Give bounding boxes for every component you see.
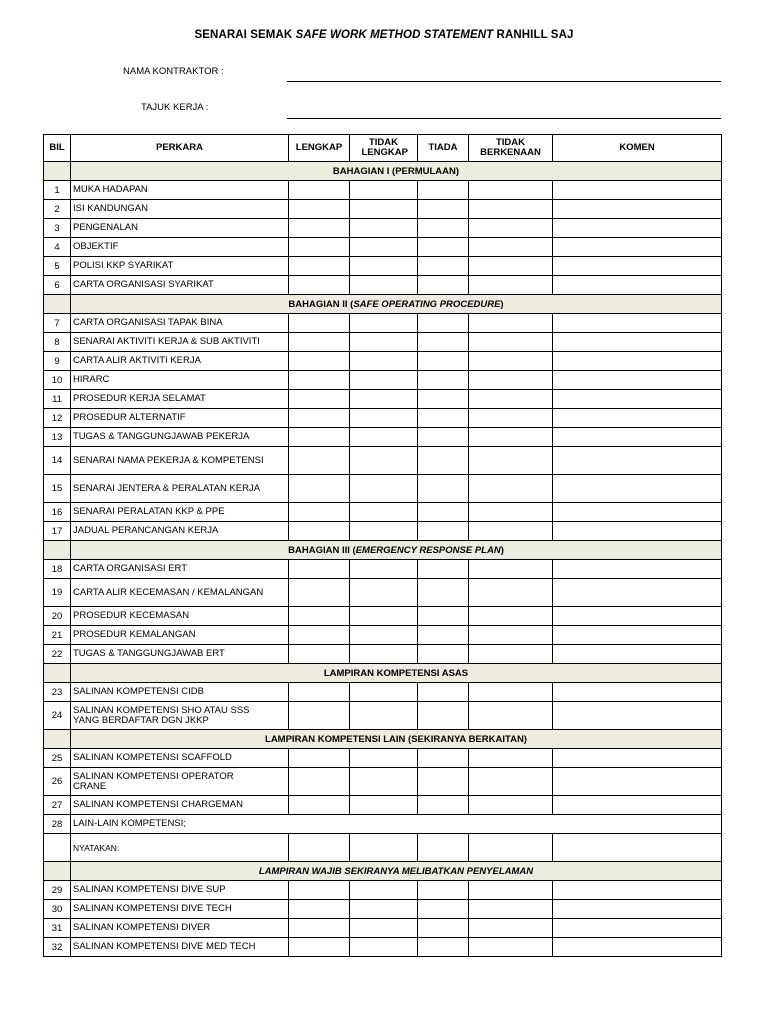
cell-tidak-berkenaan[interactable] [469, 447, 553, 475]
cell-komen[interactable] [553, 702, 722, 730]
cell-komen[interactable] [553, 314, 722, 333]
row-bil: 28 [44, 815, 71, 834]
cell-tidak-lengkap[interactable] [350, 645, 418, 664]
cell-tiada[interactable] [418, 749, 469, 768]
row-perkara: CARTA ALIR KECEMASAN / KEMALANGAN [71, 579, 289, 607]
row-bil: 7 [44, 314, 71, 333]
section-bil-cell [44, 664, 71, 683]
cell-tidak-berkenaan[interactable] [469, 238, 553, 257]
col-header-lengkap: LENGKAP [289, 135, 350, 162]
cell-komen[interactable] [553, 900, 722, 919]
table-row [44, 503, 722, 522]
cell-tidak-lengkap[interactable] [350, 768, 418, 796]
section-header-row [44, 862, 722, 881]
cell-komen[interactable] [553, 219, 722, 238]
row-bil: 18 [44, 560, 71, 579]
row-perkara: TUGAS & TANGGUNGJAWAB ERT [71, 645, 289, 664]
table-row [44, 475, 722, 503]
row-perkara: SALINAN KOMPETENSI OPERATOR CRANE [71, 768, 289, 796]
table-row [44, 522, 722, 541]
cell-tiada[interactable] [418, 702, 469, 730]
cell-komen[interactable] [553, 333, 722, 352]
cell-tiada[interactable] [418, 683, 469, 702]
cell-lengkap[interactable] [289, 409, 350, 428]
cell-tidak-lengkap[interactable] [350, 276, 418, 295]
cell-lengkap[interactable] [289, 257, 350, 276]
cell-lengkap[interactable] [289, 276, 350, 295]
cell-tidak-lengkap[interactable] [350, 938, 418, 957]
cell-tidak-berkenaan[interactable] [469, 219, 553, 238]
cell-tidak-berkenaan[interactable] [469, 796, 553, 815]
cell-tidak-berkenaan[interactable] [469, 257, 553, 276]
cell-tiada[interactable] [418, 428, 469, 447]
cell-lengkap[interactable] [289, 900, 350, 919]
row-bil: 30 [44, 900, 71, 919]
row-perkara: PROSEDUR KERJA SELAMAT [71, 390, 289, 409]
cell-tidak-berkenaan[interactable] [469, 314, 553, 333]
cell-tidak-berkenaan[interactable] [469, 390, 553, 409]
cell-tidak-berkenaan[interactable] [469, 352, 553, 371]
row-bil: 15 [44, 475, 71, 503]
cell-lengkap[interactable] [289, 607, 350, 626]
cell-tidak-berkenaan[interactable] [469, 503, 553, 522]
cell-tidak-lengkap[interactable] [350, 409, 418, 428]
cell-tidak-berkenaan[interactable] [469, 607, 553, 626]
table-row [44, 626, 722, 645]
cell-tidak-lengkap[interactable] [350, 390, 418, 409]
row-perkara: SALINAN KOMPETENSI SCAFFOLD [71, 749, 289, 768]
cell-tidak-lengkap[interactable] [350, 749, 418, 768]
table-row [44, 702, 722, 730]
cell-tidak-lengkap[interactable] [350, 238, 418, 257]
cell-tidak-berkenaan[interactable] [469, 683, 553, 702]
cell-tidak-lengkap[interactable] [350, 181, 418, 200]
row-bil: 29 [44, 881, 71, 900]
row-bil: 10 [44, 371, 71, 390]
cell-tidak-lengkap[interactable] [350, 447, 418, 475]
col-header-bil: BIL [44, 135, 71, 162]
cell-tidak-berkenaan[interactable] [469, 428, 553, 447]
table-row [44, 200, 722, 219]
cell-tiada[interactable] [418, 352, 469, 371]
cell-lengkap[interactable] [289, 626, 350, 645]
table-row [44, 352, 722, 371]
page-title: SENARAI SEMAK SAFE WORK METHOD STATEMENT RANHILL SAJ [194, 29, 574, 41]
cell-tidak-berkenaan[interactable] [469, 560, 553, 579]
cell-tiada[interactable] [418, 390, 469, 409]
cell-tidak-berkenaan[interactable] [469, 900, 553, 919]
cell-tiada[interactable] [418, 881, 469, 900]
table-row [44, 238, 722, 257]
cell-tiada[interactable] [418, 607, 469, 626]
row-perkara: SENARAI AKTIVITI KERJA & SUB AKTIVITI [71, 333, 289, 352]
cell-tiada[interactable] [418, 409, 469, 428]
cell-tidak-berkenaan[interactable] [469, 371, 553, 390]
cell-tiada[interactable] [418, 938, 469, 957]
row-perkara: CARTA ORGANISASI TAPAK BINA [71, 314, 289, 333]
table-row [44, 447, 722, 475]
cell-tidak-berkenaan[interactable] [469, 645, 553, 664]
row-perkara: JADUAL PERANCANGAN KERJA [71, 522, 289, 541]
cell-tiada[interactable] [418, 276, 469, 295]
col-header-tiada: TIADA [418, 135, 469, 162]
cell-komen[interactable] [553, 352, 722, 371]
cell-komen[interactable] [553, 200, 722, 219]
cell-tiada[interactable] [418, 626, 469, 645]
cell-komen[interactable] [553, 919, 722, 938]
cell-komen[interactable] [553, 371, 722, 390]
row-perkara: SALINAN KOMPETENSI DIVE TECH [71, 900, 289, 919]
table-row [44, 333, 722, 352]
row-perkara: SENARAI JENTERA & PERALATAN KERJA [71, 475, 289, 503]
table-row [44, 579, 722, 607]
cell-komen[interactable] [553, 447, 722, 475]
cell-lengkap[interactable] [289, 503, 350, 522]
cell-lengkap[interactable] [289, 683, 350, 702]
row-perkara: LAIN-LAIN KOMPETENSI; [71, 815, 722, 834]
table-row [44, 683, 722, 702]
cell-lengkap[interactable] [289, 919, 350, 938]
section-header-row [44, 541, 722, 560]
cell-komen[interactable] [553, 938, 722, 957]
cell-komen[interactable] [553, 475, 722, 503]
cell-komen[interactable] [553, 683, 722, 702]
cell-komen[interactable] [553, 626, 722, 645]
cell-tidak-lengkap[interactable] [350, 919, 418, 938]
row-perkara: SALINAN KOMPETENSI DIVE SUP [71, 881, 289, 900]
cell-tiada[interactable] [418, 645, 469, 664]
section-title: BAHAGIAN I (PERMULAAN) [71, 162, 722, 181]
cell-tidak-berkenaan[interactable] [469, 749, 553, 768]
table-row [44, 257, 722, 276]
cell-lengkap[interactable] [289, 522, 350, 541]
cell-tidak-berkenaan[interactable] [469, 409, 553, 428]
row-bil: 26 [44, 768, 71, 796]
cell-lengkap[interactable] [289, 579, 350, 607]
cell-komen[interactable] [553, 749, 722, 768]
cell-lengkap[interactable] [289, 768, 350, 796]
cell-komen[interactable] [553, 238, 722, 257]
row-bil: 4 [44, 238, 71, 257]
cell-tiada[interactable] [418, 219, 469, 238]
row-bil: 3 [44, 219, 71, 238]
cell-tiada[interactable] [418, 447, 469, 475]
cell-tiada[interactable] [418, 900, 469, 919]
row-bil: 5 [44, 257, 71, 276]
cell-tidak-berkenaan[interactable] [469, 768, 553, 796]
cell-tidak-berkenaan[interactable] [469, 919, 553, 938]
row-perkara: SALINAN KOMPETENSI DIVE MED TECH [71, 938, 289, 957]
cell-komen[interactable] [553, 181, 722, 200]
section-header-row [44, 664, 722, 683]
cell-tidak-berkenaan[interactable] [469, 579, 553, 607]
cell-lengkap[interactable] [289, 390, 350, 409]
cell-tidak-lengkap[interactable] [350, 834, 418, 862]
cell-tidak-lengkap[interactable] [350, 626, 418, 645]
row-perkara: HIRARC [71, 371, 289, 390]
cell-tidak-lengkap[interactable] [350, 371, 418, 390]
cell-tidak-lengkap[interactable] [350, 428, 418, 447]
cell-lengkap[interactable] [289, 702, 350, 730]
cell-tidak-lengkap[interactable] [350, 607, 418, 626]
cell-tiada[interactable] [418, 238, 469, 257]
section-bil-cell [44, 162, 71, 181]
cell-lengkap[interactable] [289, 200, 350, 219]
cell-tidak-berkenaan[interactable] [469, 702, 553, 730]
cell-lengkap[interactable] [289, 428, 350, 447]
cell-tiada[interactable] [418, 579, 469, 607]
row-perkara: NYATAKAN: [71, 834, 289, 862]
tajuk-kerja-field[interactable] [287, 118, 721, 119]
table-row [44, 428, 722, 447]
cell-komen[interactable] [553, 834, 722, 862]
table-row [44, 919, 722, 938]
cell-tiada[interactable] [418, 503, 469, 522]
row-perkara: SALINAN KOMPETENSI SHO ATAU SSS YANG BERDAFTAR DGN JKKP [71, 702, 289, 730]
row-perkara: OBJEKTIF [71, 238, 289, 257]
cell-tiada[interactable] [418, 371, 469, 390]
cell-lengkap[interactable] [289, 219, 350, 238]
cell-tidak-lengkap[interactable] [350, 900, 418, 919]
row-perkara: PENGENALAN [71, 219, 289, 238]
cell-komen[interactable] [553, 881, 722, 900]
cell-tiada[interactable] [418, 560, 469, 579]
cell-tiada[interactable] [418, 919, 469, 938]
table-row [44, 749, 722, 768]
cell-tidak-berkenaan[interactable] [469, 200, 553, 219]
cell-tidak-lengkap[interactable] [350, 200, 418, 219]
section-bil-cell [44, 541, 71, 560]
cell-tiada[interactable] [418, 768, 469, 796]
cell-tidak-lengkap[interactable] [350, 881, 418, 900]
row-perkara: SENARAI NAMA PEKERJA & KOMPETENSI [71, 447, 289, 475]
cell-komen[interactable] [553, 607, 722, 626]
cell-tidak-lengkap[interactable] [350, 475, 418, 503]
cell-tidak-lengkap[interactable] [350, 683, 418, 702]
cell-lengkap[interactable] [289, 938, 350, 957]
cell-komen[interactable] [553, 579, 722, 607]
row-perkara: MUKA HADAPAN [71, 181, 289, 200]
cell-tiada[interactable] [418, 475, 469, 503]
cell-tidak-lengkap[interactable] [350, 579, 418, 607]
row-perkara: SALINAN KOMPETENSI CHARGEMAN [71, 796, 289, 815]
cell-lengkap[interactable] [289, 749, 350, 768]
cell-tidak-lengkap[interactable] [350, 352, 418, 371]
row-bil: 23 [44, 683, 71, 702]
row-bil: 13 [44, 428, 71, 447]
col-header-tidak-lengkap: TIDAK LENGKAP [350, 135, 418, 162]
row-bil: 11 [44, 390, 71, 409]
table-row [44, 900, 722, 919]
table-row [44, 409, 722, 428]
row-bil: 6 [44, 276, 71, 295]
cell-tidak-berkenaan[interactable] [469, 333, 553, 352]
row-bil: 9 [44, 352, 71, 371]
table-row [44, 181, 722, 200]
col-header-perkara: PERKARA [71, 135, 289, 162]
row-bil: 16 [44, 503, 71, 522]
section-header-row [44, 162, 722, 181]
tajuk-kerja-label: TAJUK KERJA : [141, 102, 209, 113]
cell-tiada[interactable] [418, 314, 469, 333]
table-header-row [44, 135, 722, 162]
cell-komen[interactable] [553, 522, 722, 541]
row-bil: 27 [44, 796, 71, 815]
section-bil-cell [44, 295, 71, 314]
nama-kontraktor-label: NAMA KONTRAKTOR : [123, 66, 224, 77]
section-bil-cell [44, 730, 71, 749]
col-header-komen: KOMEN [553, 135, 722, 162]
cell-lengkap[interactable] [289, 181, 350, 200]
cell-lengkap[interactable] [289, 238, 350, 257]
section-title: BAHAGIAN II (SAFE OPERATING PROCEDURE) [71, 295, 722, 314]
cell-komen[interactable] [553, 796, 722, 815]
cell-lengkap[interactable] [289, 881, 350, 900]
row-perkara: PROSEDUR ALTERNATIF [71, 409, 289, 428]
cell-komen[interactable] [553, 560, 722, 579]
row-perkara: SALINAN KOMPETENSI CIDB [71, 683, 289, 702]
cell-tidak-berkenaan[interactable] [469, 834, 553, 862]
cell-komen[interactable] [553, 645, 722, 664]
cell-lengkap[interactable] [289, 796, 350, 815]
cell-komen[interactable] [553, 428, 722, 447]
cell-tidak-berkenaan[interactable] [469, 938, 553, 957]
table-row [44, 276, 722, 295]
cell-tidak-lengkap[interactable] [350, 257, 418, 276]
cell-lengkap[interactable] [289, 352, 350, 371]
row-perkara: POLISI KKP SYARIKAT [71, 257, 289, 276]
cell-tidak-lengkap[interactable] [350, 522, 418, 541]
table-row [44, 768, 722, 796]
row-bil: 17 [44, 522, 71, 541]
section-bil-cell [44, 862, 71, 881]
table-row [44, 560, 722, 579]
cell-lengkap[interactable] [289, 645, 350, 664]
cell-tidak-lengkap[interactable] [350, 333, 418, 352]
cell-tidak-lengkap[interactable] [350, 219, 418, 238]
row-bil: 24 [44, 702, 71, 730]
row-bil: 8 [44, 333, 71, 352]
section-header-row [44, 730, 722, 749]
cell-tiada[interactable] [418, 796, 469, 815]
row-perkara: TUGAS & TANGGUNGJAWAB PEKERJA [71, 428, 289, 447]
table-row [44, 834, 722, 862]
cell-komen[interactable] [553, 390, 722, 409]
cell-lengkap[interactable] [289, 447, 350, 475]
section-title: LAMPIRAN KOMPETENSI ASAS [71, 664, 722, 683]
cell-lengkap[interactable] [289, 333, 350, 352]
col-header-tidak-berkenaan: TIDAK BERKENAAN [469, 135, 553, 162]
cell-tidak-lengkap[interactable] [350, 503, 418, 522]
row-perkara: CARTA ORGANISASI ERT [71, 560, 289, 579]
row-bil [44, 834, 71, 862]
cell-lengkap[interactable] [289, 371, 350, 390]
nama-kontraktor-field[interactable] [287, 81, 721, 82]
table-row [44, 219, 722, 238]
cell-komen[interactable] [553, 276, 722, 295]
cell-tidak-lengkap[interactable] [350, 702, 418, 730]
row-perkara: SENARAI PERALATAN KKP & PPE [71, 503, 289, 522]
cell-tidak-berkenaan[interactable] [469, 626, 553, 645]
cell-tidak-berkenaan[interactable] [469, 276, 553, 295]
cell-komen[interactable] [553, 503, 722, 522]
table-row [44, 881, 722, 900]
row-bil: 22 [44, 645, 71, 664]
table-row [44, 815, 722, 834]
table-row [44, 607, 722, 626]
cell-tiada[interactable] [418, 200, 469, 219]
row-bil: 21 [44, 626, 71, 645]
cell-komen[interactable] [553, 768, 722, 796]
row-perkara: ISI KANDUNGAN [71, 200, 289, 219]
table-row [44, 371, 722, 390]
cell-lengkap[interactable] [289, 314, 350, 333]
cell-tiada[interactable] [418, 257, 469, 276]
cell-tidak-lengkap[interactable] [350, 314, 418, 333]
row-bil: 20 [44, 607, 71, 626]
cell-tiada[interactable] [418, 834, 469, 862]
row-bil: 12 [44, 409, 71, 428]
cell-tiada[interactable] [418, 333, 469, 352]
cell-tiada[interactable] [418, 181, 469, 200]
cell-tiada[interactable] [418, 522, 469, 541]
cell-komen[interactable] [553, 409, 722, 428]
table-row [44, 796, 722, 815]
row-bil: 19 [44, 579, 71, 607]
section-title: LAMPIRAN KOMPETENSI LAIN (SEKIRANYA BERKAITAN) [71, 730, 722, 749]
row-perkara: PROSEDUR KECEMASAN [71, 607, 289, 626]
row-bil: 14 [44, 447, 71, 475]
cell-tidak-berkenaan[interactable] [469, 522, 553, 541]
section-title: BAHAGIAN III (EMERGENCY RESPONSE PLAN) [71, 541, 722, 560]
row-bil: 32 [44, 938, 71, 957]
table-row [44, 314, 722, 333]
cell-tidak-berkenaan[interactable] [469, 181, 553, 200]
section-title: LAMPIRAN WAJIB SEKIRANYA MELIBATKAN PENYELAMAN [71, 862, 722, 881]
cell-tidak-lengkap[interactable] [350, 560, 418, 579]
table-row [44, 390, 722, 409]
section-header-row [44, 295, 722, 314]
cell-lengkap[interactable] [289, 475, 350, 503]
cell-tidak-lengkap[interactable] [350, 796, 418, 815]
table-row [44, 645, 722, 664]
table-row [44, 938, 722, 957]
checklist-table [43, 134, 722, 957]
row-bil: 1 [44, 181, 71, 200]
row-perkara: PROSEDUR KEMALANGAN [71, 626, 289, 645]
row-bil: 25 [44, 749, 71, 768]
row-perkara: CARTA ALIR AKTIVITI KERJA [71, 352, 289, 371]
cell-lengkap[interactable] [289, 560, 350, 579]
row-bil: 31 [44, 919, 71, 938]
row-bil: 2 [44, 200, 71, 219]
cell-tidak-berkenaan[interactable] [469, 475, 553, 503]
row-perkara: SALINAN KOMPETENSI DIVER [71, 919, 289, 938]
cell-lengkap[interactable] [289, 834, 350, 862]
cell-komen[interactable] [553, 257, 722, 276]
cell-tidak-berkenaan[interactable] [469, 881, 553, 900]
row-perkara: CARTA ORGANISASI SYARIKAT [71, 276, 289, 295]
